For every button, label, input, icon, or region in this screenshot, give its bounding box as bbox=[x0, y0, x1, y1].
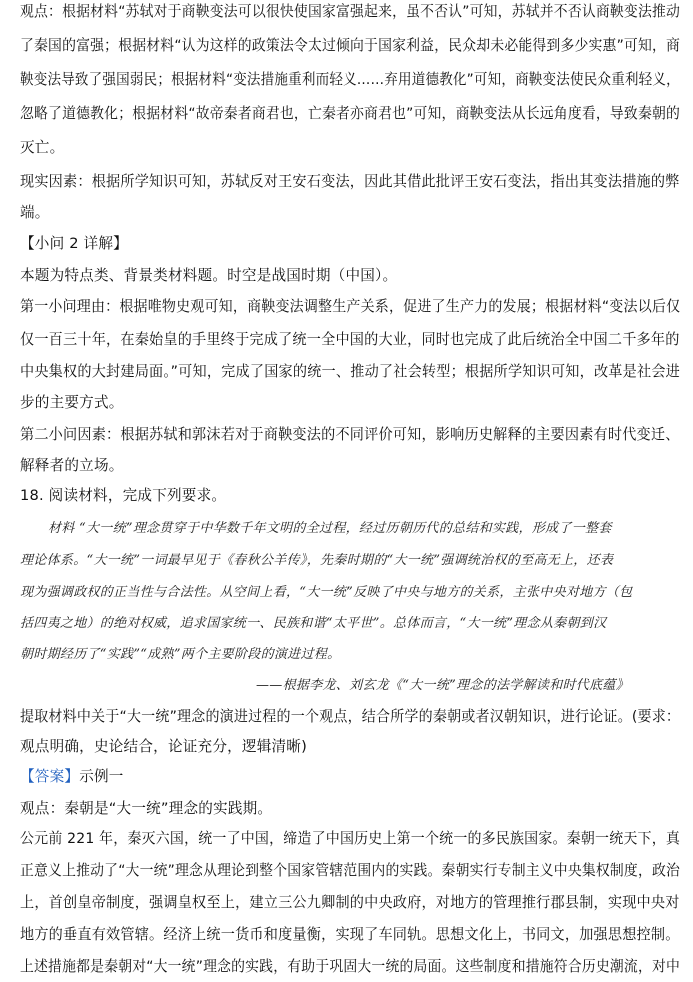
answer-example: 示例一 bbox=[79, 768, 124, 785]
factor-line-2: 解释者的立场。 bbox=[20, 457, 124, 474]
viewpoint-line-2: 了秦国的富强；根据材料“认为这样的政策法令太过倾向于国家利益，民众却未必能得到多少实惠”可知，商 bbox=[20, 37, 681, 54]
reality-line-2: 端。 bbox=[20, 204, 50, 221]
answer-body-line-1: 公元前 221 年，秦灭六国，统一了中国，缔造了中国历史上第一个统一的多民族国家。秦朝一统天下，真 bbox=[20, 830, 681, 847]
question-18-title: 18. 阅读材料，完成下列要求。 bbox=[20, 487, 227, 504]
material-line-1: 材料 “大一统”理念贯穿于中华数千年文明的全过程，经过历朝历代的总结和实践，形成了一整套 bbox=[48, 521, 612, 536]
answer-body-line-2: 正意义上推动了“大一统”理念从理论到整个国家管辖范围内的实践。秦朝实行专制主义中央集权制度，政治 bbox=[20, 862, 681, 879]
reason-line-2: 仅一百三十年，在秦始皇的手里终于完成了统一全中国的大业，同时也完成了此后统治全中国二千多年的 bbox=[20, 331, 680, 348]
material-line-3: 现为强调政权的正当性与合法性。从空间上看，“大一统”反映了中央与地方的关系，主张中央对地方（包 bbox=[20, 585, 633, 600]
answer-label: 【答案】 bbox=[20, 768, 80, 785]
task-line-1: 提取材料中关于“大一统”理念的演进过程的一个观点，结合所学的秦朝或者汉朝知识，进行论证。(要求： bbox=[20, 708, 681, 725]
viewpoint-line-3: 鞅变法导致了强国弱民；根据材料“变法措施重利而轻义……弃用道德教化”可知，商鞅变法使民众重利轻义， bbox=[20, 71, 680, 88]
task-line-2: 观点明确，史论结合，论证充分，逻辑清晰) bbox=[20, 738, 307, 755]
question-2-intro: 本题为特点类、背景类材料题。时空是战国时期（中国）。 bbox=[20, 267, 398, 284]
reason-line-4: 步的主要方式。 bbox=[20, 394, 124, 411]
answer-heading bbox=[20, 767, 680, 787]
material-line-5: 朝时期经历了“实践”“成熟”两个主要阶段的演进过程。 bbox=[20, 647, 341, 662]
answer-body-line-3: 上，首创皇帝制度，强调皇权至上，建立三公九卿制的中央政府，对地方的管理推行郡县制，实现中央对 bbox=[20, 894, 680, 911]
viewpoint-line-4: 忽略了道德教化；根据材料“故帝秦者商君也，亡秦者亦商君也”可知，商鞅变法从长远角度看，导致秦朝的 bbox=[20, 105, 681, 122]
factor-line-1: 第二小问因素：根据苏轼和郭沫若对于商鞅变法的不同评价可知，影响历史解释的主要因素有时代变迁、 bbox=[20, 426, 680, 443]
answer-body-line-5: 上述措施都是秦朝对“大一统”理念的实践，有助于巩固大一统的局面。这些制度和措施符合历史潮流，对中 bbox=[20, 958, 681, 975]
reason-line-3: 中央集权的大封建局面。”可知，完成了国家的统一、推动了社会转型；根据所学知识可知，改革是社会进 bbox=[20, 363, 681, 380]
question-2-heading: 【小问 2 详解】 bbox=[20, 235, 128, 252]
answer-viewpoint: 观点：秦朝是“大一统”理念的实践期。 bbox=[20, 800, 273, 817]
answer-body-line-4: 地方的垂直有效管辖。经济上统一货币和度量衡，实现了车同轨。思想文化上，书同文，加强思想控制。 bbox=[20, 926, 680, 943]
reality-line-1: 现实因素：根据所学知识可知，苏轼反对王安石变法，因此其借此批评王安石变法，指出其变法措施的弊 bbox=[20, 173, 680, 190]
viewpoint-line-1: 观点：根据材料“苏轼对于商鞅变法可以很快使国家富强起来，虽不否认”可知，苏轼并不否认商鞅变法推动 bbox=[20, 3, 681, 20]
material-source: ——根据李龙、刘玄龙《“大一统”理念的法学解读和时代底蕴》 bbox=[256, 678, 629, 693]
material-line-4: 括四夷之地）的绝对权威，追求国家统一、民族和谐“太平世”。总体而言，“大一统”理念从秦朝到汉 bbox=[20, 616, 607, 631]
material-line-2: 理论体系。“大一统”一词最早见于《春秋公羊传》，先秦时期的“大一统”强调统治权的至高无上，还表 bbox=[20, 553, 614, 568]
reason-line-1: 第一小问理由：根据唯物史观可知，商鞅变法调整生产关系，促进了生产力的发展；根据材料“变法以后仅 bbox=[20, 298, 681, 315]
viewpoint-line-5: 灭亡。 bbox=[20, 139, 65, 156]
